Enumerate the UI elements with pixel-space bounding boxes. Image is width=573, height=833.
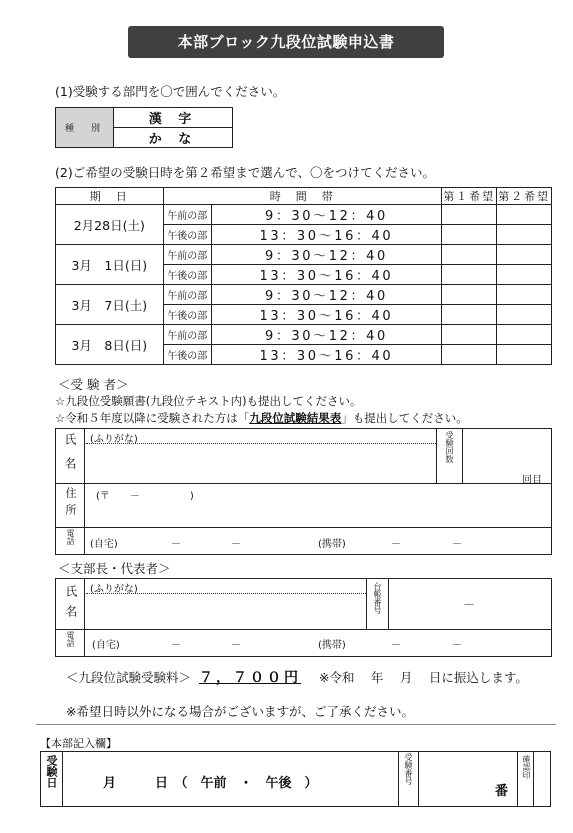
category-option-kanji[interactable]: 漢 字 (114, 108, 233, 128)
time-afternoon: 13：30～16：40 (211, 225, 441, 245)
header-date: 期 日 (56, 188, 164, 205)
schedule-note: ※希望日時以外になる場合がございますが、ご了承ください。 (66, 704, 414, 719)
period-afternoon: 午後の部 (163, 305, 211, 325)
section1-instruction: (1)受験する部門を〇で囲んでください。 (55, 84, 286, 99)
first-choice-cell[interactable] (442, 245, 497, 265)
results-table-link: 九段位試験結果表 (249, 411, 342, 425)
date-cell: 3月 7日(土) (56, 285, 164, 325)
category-label: 種 別 (56, 108, 114, 148)
divider (36, 724, 556, 725)
period-morning: 午前の部 (163, 285, 211, 305)
period-afternoon: 午後の部 (163, 345, 211, 365)
first-choice-cell[interactable] (442, 265, 497, 285)
dash: － (391, 539, 401, 550)
period-morning: 午前の部 (163, 325, 211, 345)
ledger-number-label: 台帳番号 (373, 582, 382, 614)
note2-suffix: 」も提出してください。 (341, 411, 468, 425)
branch-mobile-label: (携帯) (318, 640, 346, 651)
first-choice-cell[interactable] (442, 225, 497, 245)
fee-label: ＜九段位試験受験料＞ (66, 670, 192, 685)
time-afternoon: 13：30～16：40 (211, 305, 441, 325)
applicant-note-2 (55, 410, 468, 426)
fee-line (66, 667, 528, 687)
office-heading: 【本部記入欄】 (40, 737, 117, 750)
second-choice-cell[interactable] (497, 345, 552, 365)
applicant-name-input[interactable] (86, 445, 436, 482)
second-choice-cell[interactable] (497, 225, 552, 245)
time-morning: 9：30～12：40 (211, 285, 441, 305)
applicant-note-1: ☆九段位受験願書(九段位テキスト内)も提出してください。 (55, 394, 362, 408)
applicant-home-label: (自宅) (90, 539, 118, 550)
header-first-choice: 第１希望 (442, 188, 497, 205)
exam-number-label: 受験番号 (404, 753, 413, 785)
applicant-mobile-label: (携帯) (318, 539, 346, 550)
time-morning: 9：30～12：40 (211, 325, 441, 345)
branch-name-label: 氏名 (64, 585, 78, 625)
exam-number-unit: 番 (495, 784, 509, 799)
schedule-table (55, 187, 552, 365)
dash: － (171, 539, 181, 550)
second-choice-cell[interactable] (497, 205, 552, 225)
applicant-postal: (〒 － ) (96, 491, 194, 502)
dash: － (452, 640, 462, 651)
fee-amount: ７，７００円 (199, 670, 301, 686)
fee-transfer-note: ※令和 年 月 日に振込します。 (318, 670, 528, 685)
period-morning: 午前の部 (163, 245, 211, 265)
ledger-dash: — (464, 599, 474, 610)
date-cell: 2月28日(土) (56, 205, 164, 245)
second-choice-cell[interactable] (497, 285, 552, 305)
applicant-address-label: 住所 (64, 487, 77, 521)
period-afternoon: 午後の部 (163, 265, 211, 285)
first-choice-cell[interactable] (442, 305, 497, 325)
ledger-number-input[interactable] (390, 581, 551, 627)
section2-instruction: (2)ご希望の受験日時を第２希望まで選んで、〇をつけてください。 (55, 165, 435, 180)
exam-date-label: 受験日 (45, 755, 58, 788)
second-choice-cell[interactable] (497, 245, 552, 265)
dash: － (391, 640, 401, 651)
category-option-kana[interactable]: か な (114, 128, 233, 148)
second-choice-cell[interactable] (497, 305, 552, 325)
date-cell: 3月 1日(日) (56, 245, 164, 285)
header-second-choice: 第２希望 (497, 188, 552, 205)
first-choice-cell[interactable] (442, 325, 497, 345)
second-choice-cell[interactable] (497, 325, 552, 345)
applicant-furigana-label: (ふりがな) (90, 434, 138, 445)
applicant-box (55, 428, 552, 555)
branch-phone-label: 電話 (66, 631, 75, 647)
header-time: 時 間 帯 (163, 188, 441, 205)
period-afternoon: 午後の部 (163, 225, 211, 245)
office-box (40, 751, 551, 807)
dash: － (171, 640, 181, 651)
time-morning: 9：30～12：40 (211, 205, 441, 225)
date-cell: 3月 8日(日) (56, 325, 164, 365)
time-afternoon: 13：30～16：40 (211, 265, 441, 285)
branch-box (55, 578, 552, 657)
exam-count-label: 受験回数 (445, 431, 454, 463)
branch-home-label: (自宅) (92, 640, 120, 651)
first-choice-cell[interactable] (442, 345, 497, 365)
time-afternoon: 13：30～16：40 (211, 345, 441, 365)
time-morning: 9：30～12：40 (211, 245, 441, 265)
applicant-heading: ＜受 験 者＞ (58, 377, 129, 392)
confirm-stamp-label: 確認印 (522, 755, 531, 779)
form-title: 本部ブロック九段位試験申込書 (128, 26, 444, 58)
dash: － (231, 539, 241, 550)
confirm-stamp-box[interactable] (535, 754, 550, 804)
note2-prefix: ☆令和５年度以降に受験された方は「 (55, 411, 250, 425)
dash: － (231, 640, 241, 651)
applicant-phone-label: 電話 (66, 529, 75, 545)
first-choice-cell[interactable] (442, 205, 497, 225)
applicant-name-label: 氏名 (63, 433, 77, 481)
applicant-address-input[interactable] (86, 485, 551, 526)
branch-furigana-label: (ふりがな) (90, 584, 138, 595)
period-morning: 午前の部 (163, 205, 211, 225)
exam-date-text: 月 日 （ 午前 ・ 午後 ） (103, 776, 318, 791)
dash: － (452, 539, 462, 550)
second-choice-cell[interactable] (497, 265, 552, 285)
branch-heading: ＜支部長・代表者＞ (58, 561, 171, 576)
first-choice-cell[interactable] (442, 285, 497, 305)
branch-name-input[interactable] (86, 595, 366, 628)
exam-count-unit: 回目 (522, 475, 542, 486)
category-table (55, 107, 233, 148)
